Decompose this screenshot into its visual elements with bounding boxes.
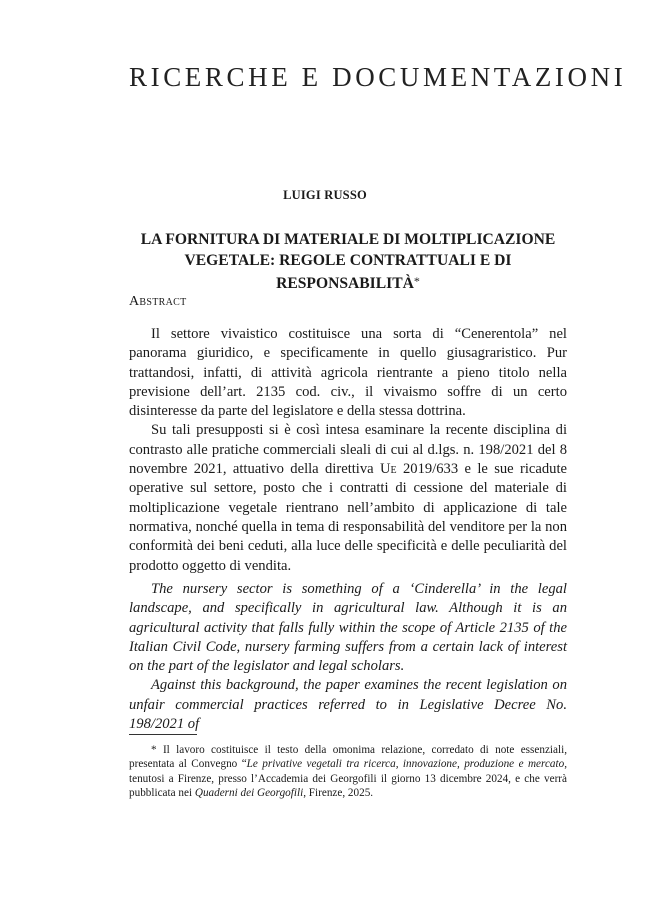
abstract-italian-p2-ue: Ue xyxy=(380,461,397,478)
abstract-italian-paragraph-2 xyxy=(129,421,567,575)
abstract-english-paragraph-2: Against this background, the paper examines the recent legislation on unfair commercial practices referred to in Legislative Decree No. 198/2021 of xyxy=(129,677,567,733)
footnote-journal-title: Quaderni dei Georgofili xyxy=(194,787,304,800)
abstract-italian-paragraph-1: Il settore vivaistico costituisce una sorta di “Cenerentola” nel panorama giuridico, e specificamente in quello giusagraristico. Pur trattandosi, infatti, di attività agricola rientrante a pieno titolo nella previsione dell’art. 2135 cod. civ., il vivaismo soffre di un certo disinteresse da parte del legislatore e della stessa dottrina. xyxy=(129,326,567,420)
article-title xyxy=(129,229,567,294)
footnote-text-1: Il lavoro costituisce il testo della omonima relazione, corredato di note essenziali, presentata al Convegno “ xyxy=(129,744,567,771)
footnote xyxy=(129,743,567,801)
abstract-italian-p2-end: 2019/633 e le sue ricadute operative sul settore, posto che i contratti di cessione del materiale di moltiplicazione vegetale rientrano nell’ambito di applicazione di tale normativa, nonché quella in tema di responsabilità del venditore per la non conformità dei beni ceduti, alla luce delle specificità e delle peculiarità del prodotto oggetto di vendita. xyxy=(129,461,567,574)
abstract-english xyxy=(129,580,567,734)
abstract-heading: Abstract xyxy=(129,294,187,309)
footnote-separator xyxy=(129,734,197,735)
footnote-text-2: , tenutosi a Firenze, presso l’Accademia dei Georgofili il giorno 13 dicembre 2024, e che verrà pubblicata nei xyxy=(129,758,568,800)
article-title-text: LA FORNITURA DI MATERIALE DI MOLTIPLICAZIONE VEGETALE: REGOLE CONTRATTUALI E DI RESPONSABILITÀ xyxy=(140,231,556,292)
abstract-italian xyxy=(129,325,567,576)
abstract-english-paragraph-1: The nursery sector is something of a ‘Cinderella’ in the legal landscape, and specifically in agricultural law. Although it is an agricultural activity that falls fully within the scope of Article 2135 of the Italian Civil Code, nursery farming suffers from a certain lack of interest on the part of the legislator and legal scholars. xyxy=(129,581,567,675)
section-header: RICERCHE E DOCUMENTAZIONI xyxy=(129,62,627,92)
footnote-reference[interactable]: * xyxy=(413,274,420,288)
footnote-marker: * xyxy=(151,744,157,756)
footnote-text-3: , Firenze, 2025. xyxy=(303,787,374,800)
footnote-conference-title: Le privative vegetali tra ricerca, innovazione, produzione e mercato xyxy=(246,758,565,771)
author-name: LUIGI RUSSO xyxy=(283,188,367,202)
abstract-italian-p2-start: Su tali presupposti si è così intesa esaminare la recente disciplina di contrasto alle pratiche commerciali sleali di cui al d.lgs. n. 198/2021 del 8 novembre 2021, attuativo della direttiva xyxy=(129,422,567,478)
